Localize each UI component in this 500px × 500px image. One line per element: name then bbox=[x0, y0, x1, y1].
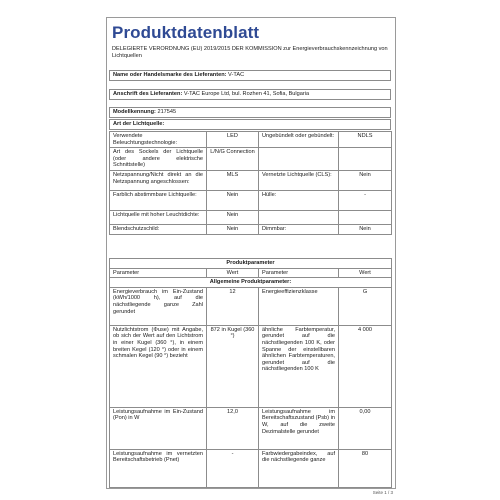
type-row-value-1: MLS bbox=[207, 170, 259, 190]
type-row-value-2: NDLS bbox=[339, 132, 392, 148]
param-row-label-2: Leistungsaufnahme im Bereitschaftszustand (Psb) in W, auf die zweite Dezimalstelle gerundet bbox=[259, 407, 339, 449]
type-row-label-2: Dimmbar: bbox=[259, 224, 339, 234]
param-row-value-1: 872 in Kugel (360 °) bbox=[207, 325, 259, 407]
type-row-value-1: L/N/G Connection bbox=[207, 148, 259, 171]
type-row-value-1: Nein bbox=[207, 210, 259, 224]
param-row bbox=[110, 449, 392, 487]
light-source-type-label: Art der Lichtquelle: bbox=[113, 121, 165, 127]
type-row bbox=[110, 170, 392, 190]
param-header-p2: Parameter bbox=[259, 268, 339, 278]
param-row-label-1: Energieverbrauch im Ein-Zustand (kWh/1000 h), auf die nächstliegende ganze Zahl gerundet bbox=[110, 287, 207, 325]
model-label: Modellkennung: bbox=[113, 109, 156, 115]
type-row bbox=[110, 148, 392, 171]
param-row-value-1: 12,0 bbox=[207, 407, 259, 449]
param-header-p1: Parameter bbox=[110, 268, 207, 278]
general-params-title: Allgemeine Produktparameter: bbox=[110, 278, 392, 288]
type-row bbox=[110, 224, 392, 234]
param-row-label-1: Nutzlichtstrom (Φuse) mit Angabe, ob sich der Wert auf den Lichtstrom in einer Kugel (360 °), in einem breiten Kegel (120 °) oder in einem schmalen Kegel (90 °) bezieht bbox=[110, 325, 207, 407]
type-row bbox=[110, 210, 392, 224]
product-params-title-row bbox=[110, 259, 392, 269]
datasheet-page bbox=[106, 17, 396, 489]
general-params-row bbox=[110, 278, 392, 288]
product-params-title: Produktparameter bbox=[110, 259, 392, 269]
param-row-value-2: 80 bbox=[339, 449, 392, 487]
model-value: 217545 bbox=[157, 109, 177, 115]
supplier-address-label: Anschrift des Lieferanten: bbox=[113, 91, 183, 97]
param-row-value-1: 12 bbox=[207, 287, 259, 325]
type-row bbox=[110, 132, 392, 148]
light-source-type-row bbox=[109, 119, 391, 130]
type-row-label-2: Ungebündelt oder gebündelt: bbox=[259, 132, 339, 148]
light-source-table bbox=[109, 131, 392, 235]
type-row-value-1: LED bbox=[207, 132, 259, 148]
param-row-value-2: 4 000 bbox=[339, 325, 392, 407]
type-row-value-2: Nein bbox=[339, 224, 392, 234]
type-row-value-2: - bbox=[339, 190, 392, 210]
param-row-value-2: G bbox=[339, 287, 392, 325]
type-row-label-1: Art des Sockels der Lichtquelle (oder andere elektrische Schnittstelle) bbox=[110, 148, 207, 171]
param-row-label-1: Leistungsaufnahme im vernetzten Bereitschaftsbetrieb (Pnet) bbox=[110, 449, 207, 487]
param-row-label-1: Leistungsaufnahme im Ein-Zustand (Pon) in W bbox=[110, 407, 207, 449]
regulation-subtitle: DELEGIERTE VERORDNUNG (EU) 2019/2015 DER KOMMISSION zur Energieverbrauchskennzeichnung von Lichtquellen bbox=[112, 46, 388, 59]
param-row-value-1: - bbox=[207, 449, 259, 487]
param-row bbox=[110, 407, 392, 449]
param-row-label-2: Energieeffizienzklasse bbox=[259, 287, 339, 325]
param-header-row bbox=[110, 268, 392, 278]
model-row bbox=[109, 107, 391, 118]
type-row-value-2 bbox=[339, 210, 392, 224]
type-row-value-1: Nein bbox=[207, 224, 259, 234]
supplier-name-label: Name oder Handelsmarke des Lieferanten: bbox=[113, 72, 227, 78]
type-row-value-2 bbox=[339, 148, 392, 171]
type-row-label-1: Netzspannung/Nicht direkt an die Netzspannung angeschlossen: bbox=[110, 170, 207, 190]
param-row-label-2: Farbwiedergabeindex, auf die nächstliegende ganze bbox=[259, 449, 339, 487]
type-row-value-2: Nein bbox=[339, 170, 392, 190]
type-row-label-1: Blendschutzschild: bbox=[110, 224, 207, 234]
type-row-value-1: Nein bbox=[207, 190, 259, 210]
param-header-w2: Wert bbox=[339, 268, 392, 278]
type-row-label-2 bbox=[259, 148, 339, 171]
type-row-label-1: Lichtquelle mit hoher Leuchtdichte: bbox=[110, 210, 207, 224]
param-row bbox=[110, 325, 392, 407]
page-title: Produktdatenblatt bbox=[112, 23, 260, 42]
supplier-name-value: V-TAC bbox=[228, 72, 245, 78]
type-row-label-2 bbox=[259, 210, 339, 224]
type-row bbox=[110, 190, 392, 210]
param-row-label-2: ähnliche Farbtemperatur, gerundet auf die nächstliegenden 100 K, oder Spanne der einstellbaren ähnlichen Farbtemperaturen, gerundet auf die nächstliegenden 100 K bbox=[259, 325, 339, 407]
param-header-w1: Wert bbox=[207, 268, 259, 278]
page-number: Seite 1 / 3 bbox=[372, 490, 393, 495]
type-row-label-2: Vernetzte Lichtquelle (CLS): bbox=[259, 170, 339, 190]
param-row-value-2: 0,00 bbox=[339, 407, 392, 449]
type-row-label-1: Farblich abstimmbare Lichtquelle: bbox=[110, 190, 207, 210]
type-row-label-1: Verwendete Beleuchtungstechnologie: bbox=[110, 132, 207, 148]
type-row-label-2: Hülle: bbox=[259, 190, 339, 210]
supplier-address-value: V-TAC Europe Ltd, bul. Rozhen 41, Sofia, Bulgaria bbox=[183, 91, 310, 97]
supplier-address-row bbox=[109, 89, 391, 100]
supplier-name-row bbox=[109, 70, 391, 81]
param-row bbox=[110, 287, 392, 325]
product-parameter-table bbox=[109, 258, 392, 488]
